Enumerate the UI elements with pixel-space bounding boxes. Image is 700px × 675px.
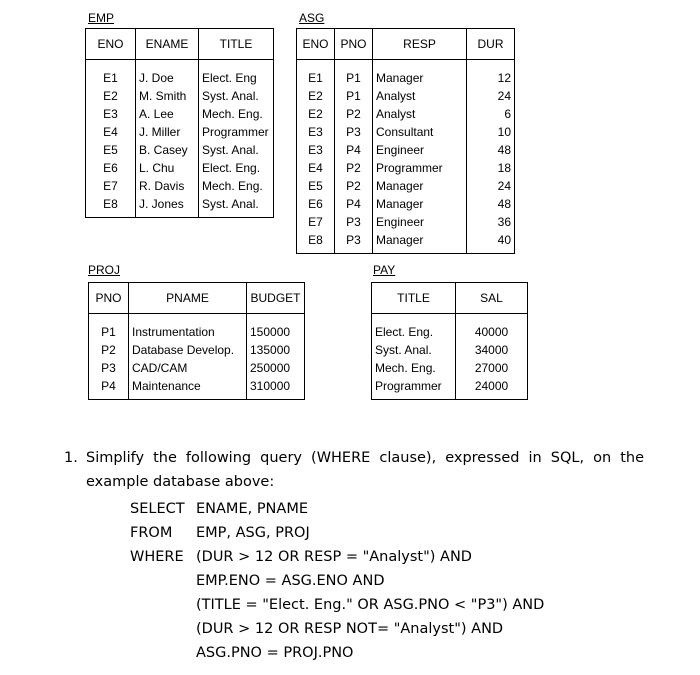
proj-cell-pno: P1 <box>89 314 129 342</box>
asg-cell-pno: P1 <box>335 87 373 105</box>
asg-cell-pno: P3 <box>335 213 373 231</box>
asg-cell-eno: E7 <box>297 213 335 231</box>
proj-table <box>88 282 305 400</box>
emp-table-label: EMP <box>88 11 115 25</box>
proj-cell-pno: P3 <box>89 359 129 377</box>
emp-cell-eno: E5 <box>86 141 136 159</box>
emp-table-row <box>86 177 274 195</box>
sql-keyword: SELECT <box>130 501 185 517</box>
emp-table-row <box>86 141 274 159</box>
emp-cell-ename: A. Lee <box>136 105 199 123</box>
emp-cell-eno: E2 <box>86 87 136 105</box>
emp-cell-ename: L. Chu <box>136 159 199 177</box>
emp-cell-title: Programmer <box>199 123 274 141</box>
emp-cell-title: Mech. Eng. <box>199 105 274 123</box>
asg-cell-pno: P4 <box>335 141 373 159</box>
question-block <box>64 446 644 661</box>
emp-cell-title: Syst. Anal. <box>199 195 274 218</box>
proj-cell-pname: Instrumentation <box>129 314 247 342</box>
asg-cell-eno: E1 <box>297 60 335 88</box>
asg-cell-eno: E3 <box>297 141 335 159</box>
asg-cell-eno: E2 <box>297 87 335 105</box>
emp-header-ename: ENAME <box>136 29 199 60</box>
emp-table-row <box>86 60 274 88</box>
asg-cell-pno: P2 <box>335 105 373 123</box>
asg-table-row <box>297 159 515 177</box>
pay-header-row <box>372 283 528 314</box>
asg-cell-dur: 12 <box>467 60 515 88</box>
emp-cell-eno: E3 <box>86 105 136 123</box>
proj-cell-budget: 135000 <box>247 341 305 359</box>
emp-cell-ename: J. Jones <box>136 195 199 218</box>
asg-cell-eno: E3 <box>297 123 335 141</box>
asg-cell-dur: 10 <box>467 123 515 141</box>
proj-cell-pno: P2 <box>89 341 129 359</box>
sql-keyword: FROM <box>130 525 173 541</box>
sql-clause: (TITLE = "Elect. Eng." OR ASG.PNO < "P3") AND <box>196 597 545 613</box>
proj-cell-budget: 310000 <box>247 377 305 400</box>
asg-table-row <box>297 231 515 254</box>
asg-cell-pno: P1 <box>335 60 373 88</box>
proj-header-budget: BUDGET <box>247 283 305 314</box>
asg-cell-eno: E6 <box>297 195 335 213</box>
asg-cell-resp: Consultant <box>373 123 467 141</box>
pay-cell-sal: 40000 <box>456 314 528 342</box>
asg-cell-pno: P3 <box>335 231 373 254</box>
asg-table-row <box>297 141 515 159</box>
emp-table <box>85 28 274 218</box>
asg-table-row <box>297 123 515 141</box>
asg-cell-resp: Manager <box>373 231 467 254</box>
asg-cell-resp: Engineer <box>373 141 467 159</box>
pay-cell-title: Elect. Eng. <box>372 314 456 342</box>
sql-clause: ENAME, PNAME <box>196 501 308 517</box>
asg-cell-dur: 40 <box>467 231 515 254</box>
pay-table <box>371 282 528 400</box>
emp-cell-eno: E4 <box>86 123 136 141</box>
asg-cell-dur: 36 <box>467 213 515 231</box>
sql-clause: (DUR > 12 OR RESP = "Analyst") AND <box>196 549 472 565</box>
emp-cell-ename: M. Smith <box>136 87 199 105</box>
emp-cell-eno: E8 <box>86 195 136 218</box>
pay-header-title: TITLE <box>372 283 456 314</box>
question-text: Simplify the following query (WHERE clause), expressed in SQL, on the example database above: <box>86 450 644 490</box>
emp-cell-ename: R. Davis <box>136 177 199 195</box>
asg-cell-pno: P4 <box>335 195 373 213</box>
emp-table-row <box>86 123 274 141</box>
emp-cell-title: Syst. Anal. <box>199 141 274 159</box>
asg-cell-pno: P3 <box>335 123 373 141</box>
pay-cell-sal: 27000 <box>456 359 528 377</box>
asg-cell-eno: E8 <box>297 231 335 254</box>
emp-table-row <box>86 195 274 218</box>
asg-cell-eno: E2 <box>297 105 335 123</box>
asg-header-row <box>297 29 515 60</box>
proj-cell-pname: CAD/CAM <box>129 359 247 377</box>
asg-header-eno: ENO <box>297 29 335 60</box>
pay-header-sal: SAL <box>456 283 528 314</box>
emp-cell-title: Mech. Eng. <box>199 177 274 195</box>
emp-cell-ename: J. Miller <box>136 123 199 141</box>
emp-header-title: TITLE <box>199 29 274 60</box>
emp-table-row <box>86 159 274 177</box>
asg-cell-resp: Manager <box>373 195 467 213</box>
asg-table-row <box>297 177 515 195</box>
asg-table-row <box>297 105 515 123</box>
asg-cell-resp: Manager <box>373 60 467 88</box>
pay-table-label: PAY <box>373 263 396 277</box>
asg-table-label: ASG <box>299 11 325 25</box>
pay-cell-sal: 24000 <box>456 377 528 400</box>
proj-table-row <box>89 377 305 400</box>
pay-table-row <box>372 314 528 342</box>
asg-cell-resp: Engineer <box>373 213 467 231</box>
emp-cell-eno: E7 <box>86 177 136 195</box>
emp-cell-eno: E1 <box>86 60 136 88</box>
sql-clause: ASG.PNO = PROJ.PNO <box>196 645 354 661</box>
emp-cell-title: Elect. Eng <box>199 60 274 88</box>
emp-table-row <box>86 105 274 123</box>
sql-clause: (DUR > 12 OR RESP NOT= "Analyst") AND <box>196 621 504 637</box>
emp-header-eno: ENO <box>86 29 136 60</box>
asg-cell-resp: Analyst <box>373 105 467 123</box>
asg-cell-dur: 18 <box>467 159 515 177</box>
pay-table-row <box>372 377 528 400</box>
proj-table-label: PROJ <box>88 263 121 277</box>
proj-cell-pname: Database Develop. <box>129 341 247 359</box>
pay-cell-title: Syst. Anal. <box>372 341 456 359</box>
asg-cell-pno: P2 <box>335 177 373 195</box>
asg-header-resp: RESP <box>373 29 467 60</box>
question-number: 1. <box>64 450 78 466</box>
proj-cell-budget: 250000 <box>247 359 305 377</box>
asg-table-row <box>297 60 515 88</box>
pay-cell-title: Mech. Eng. <box>372 359 456 377</box>
asg-cell-resp: Manager <box>373 177 467 195</box>
proj-table-row <box>89 359 305 377</box>
asg-cell-resp: Programmer <box>373 159 467 177</box>
pay-table-row <box>372 341 528 359</box>
asg-table-row <box>297 87 515 105</box>
sql-clause: EMP, ASG, PROJ <box>196 525 310 541</box>
sql-clause: EMP.ENO = ASG.ENO AND <box>196 573 385 589</box>
emp-cell-ename: J. Doe <box>136 60 199 88</box>
proj-header-pno: PNO <box>89 283 129 314</box>
sql-keyword: WHERE <box>130 549 184 565</box>
pay-cell-title: Programmer <box>372 377 456 400</box>
asg-header-pno: PNO <box>335 29 373 60</box>
proj-header-row <box>89 283 305 314</box>
asg-cell-dur: 48 <box>467 141 515 159</box>
asg-cell-resp: Analyst <box>373 87 467 105</box>
pay-cell-sal: 34000 <box>456 341 528 359</box>
emp-header-row <box>86 29 274 60</box>
emp-cell-title: Elect. Eng. <box>199 159 274 177</box>
asg-table-row <box>297 195 515 213</box>
asg-cell-dur: 24 <box>467 87 515 105</box>
asg-header-dur: DUR <box>467 29 515 60</box>
pay-table-row <box>372 359 528 377</box>
proj-table-row <box>89 314 305 342</box>
emp-cell-ename: B. Casey <box>136 141 199 159</box>
asg-table <box>296 28 515 254</box>
proj-cell-pno: P4 <box>89 377 129 400</box>
asg-cell-pno: P2 <box>335 159 373 177</box>
proj-cell-budget: 150000 <box>247 314 305 342</box>
asg-table-row <box>297 213 515 231</box>
asg-cell-eno: E4 <box>297 159 335 177</box>
proj-cell-pname: Maintenance <box>129 377 247 400</box>
emp-cell-title: Syst. Anal. <box>199 87 274 105</box>
asg-cell-dur: 24 <box>467 177 515 195</box>
asg-cell-dur: 48 <box>467 195 515 213</box>
asg-cell-dur: 6 <box>467 105 515 123</box>
emp-table-row <box>86 87 274 105</box>
asg-cell-eno: E5 <box>297 177 335 195</box>
proj-table-row <box>89 341 305 359</box>
proj-header-pname: PNAME <box>129 283 247 314</box>
emp-cell-eno: E6 <box>86 159 136 177</box>
